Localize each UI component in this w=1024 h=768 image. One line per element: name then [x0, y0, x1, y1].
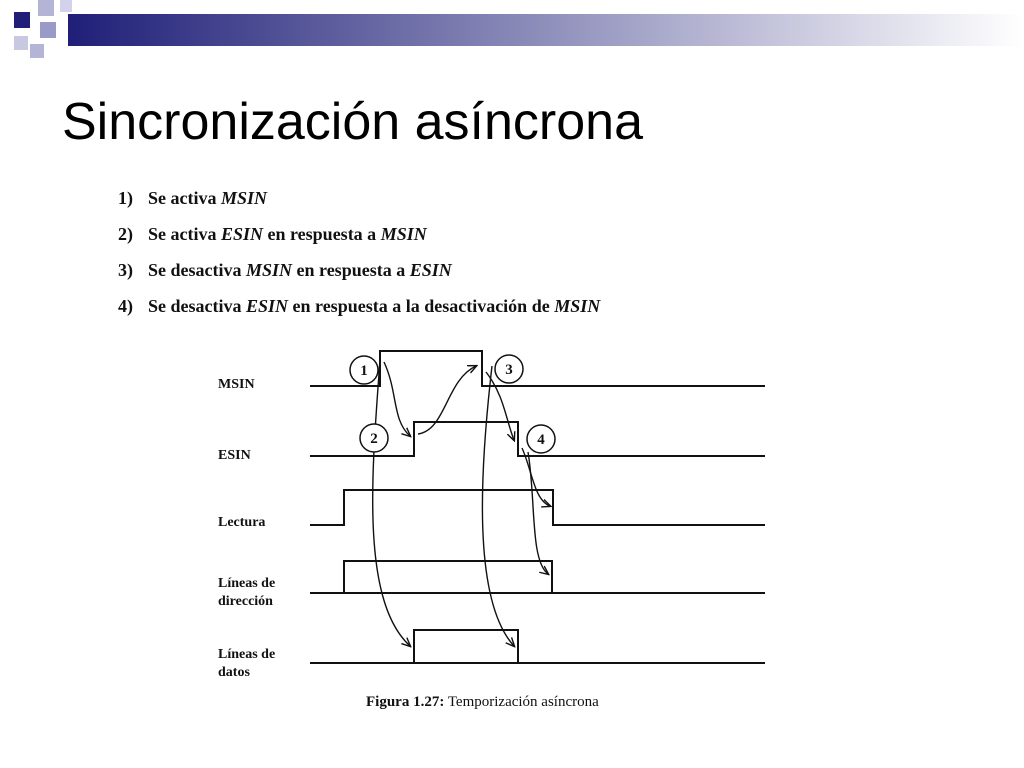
- signal-labels: [218, 377, 275, 680]
- signal-label-msin: [218, 377, 255, 392]
- signal-label-esin: [218, 448, 251, 463]
- arrow-msin-to-esin: [384, 362, 410, 436]
- signal-label-lineas-direccion: [218, 576, 275, 609]
- signal-label-line: ESIN: [218, 448, 251, 463]
- signal-name: MSIN: [380, 224, 427, 244]
- step-number: 2): [118, 224, 133, 244]
- signal-label-line: dirección: [218, 594, 273, 609]
- step-text: Se activa: [148, 224, 221, 244]
- arrow-to-direccion-fall: [528, 452, 548, 574]
- marker-4: [527, 425, 555, 453]
- signal-label-line: MSIN: [218, 377, 255, 392]
- signal-name: ESIN: [246, 296, 289, 316]
- marker-3-text: 3: [505, 362, 513, 378]
- marker-1-text: 1: [360, 363, 368, 379]
- slide-title: Sincronización asíncrona: [62, 93, 643, 151]
- signal-name: ESIN: [220, 224, 264, 244]
- signal-name: MSIN: [246, 260, 293, 280]
- step-text: en respuesta a: [292, 260, 410, 280]
- step-number: 4): [118, 296, 133, 316]
- arrow-esin-to-msin: [418, 366, 476, 434]
- lineas-datos-waveform: [310, 630, 765, 663]
- step-number: 1): [118, 188, 133, 208]
- lectura-waveform: [310, 490, 765, 525]
- signal-label-line: datos: [218, 665, 250, 680]
- signal-label-line: Líneas de: [218, 576, 276, 591]
- step-text: en respuesta a: [263, 224, 381, 244]
- marker-4-text: 4: [537, 432, 545, 448]
- marker-1: [350, 356, 378, 384]
- arrow-to-datos-fall: [482, 366, 514, 646]
- step-text: Se desactiva: [148, 296, 246, 316]
- arrow-to-datos-rise: [373, 360, 410, 646]
- figure-caption-text: Temporización asíncrona: [447, 694, 599, 710]
- signal-label-line: Líneas de: [218, 647, 276, 662]
- step-text: Se desactiva: [148, 260, 246, 280]
- signal-name: MSIN: [554, 296, 601, 316]
- marker-2: [360, 424, 388, 452]
- signal-name: MSIN: [220, 188, 268, 208]
- marker-3: [495, 355, 523, 383]
- signal-label-lectura: [218, 515, 265, 530]
- step-text: en respuesta a la desactivación de: [288, 296, 555, 316]
- figure-caption: [366, 694, 599, 711]
- signal-label-lineas-datos: [218, 647, 275, 680]
- signal-label-line: Lectura: [218, 515, 266, 530]
- marker-2-text: 2: [370, 431, 378, 447]
- signal-name: ESIN: [409, 260, 452, 280]
- step-number: 3): [118, 260, 133, 280]
- step-text: Se activa: [148, 188, 221, 208]
- figure-number: Figura 1.27:: [366, 694, 445, 710]
